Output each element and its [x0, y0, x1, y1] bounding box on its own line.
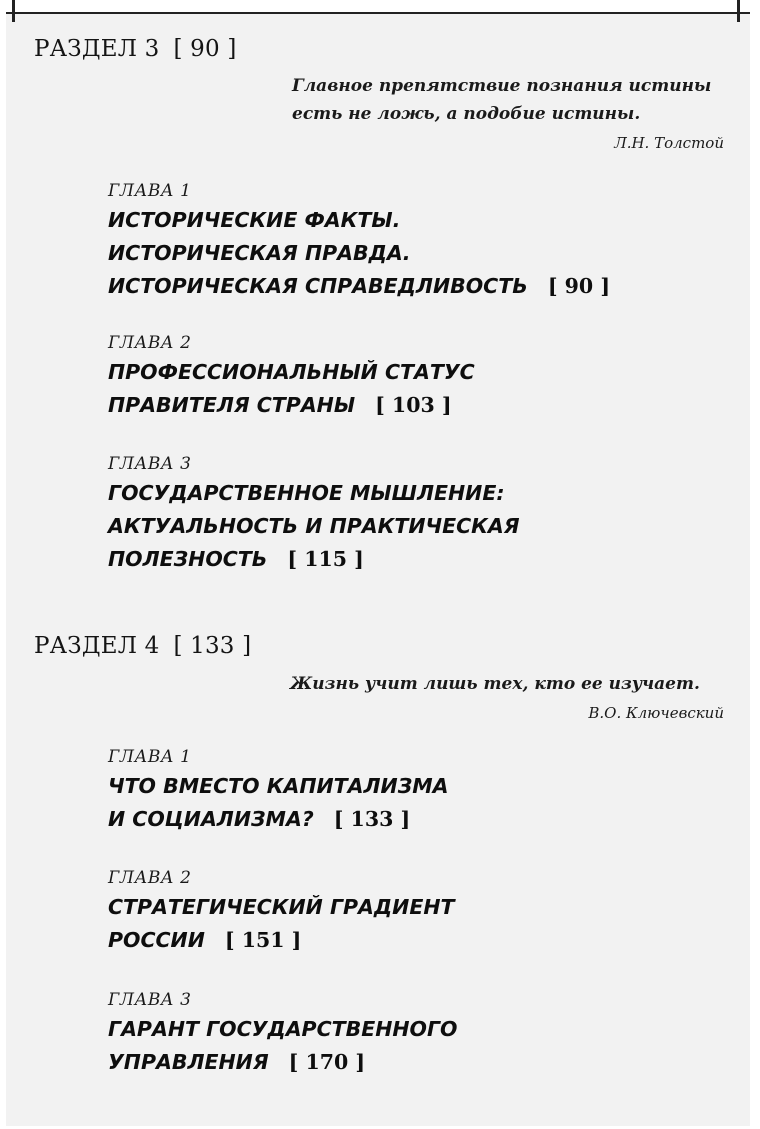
chapter-label: ГЛАВА 2	[108, 333, 192, 353]
chapter-title	[108, 356, 475, 422]
chapter-label: ГЛАВА 2	[108, 868, 192, 888]
chapter-label: ГЛАВА 1	[108, 747, 192, 767]
chapter-title	[108, 204, 610, 303]
chapter-title-line: ЧТО ВМЕСТО КАПИТАЛИЗМА	[108, 774, 449, 798]
crop-mark-right	[737, 0, 740, 22]
chapter-title	[108, 891, 454, 957]
chapter-title-line: ИСТОРИЧЕСКАЯ ПРАВДА.	[108, 241, 411, 265]
chapter-page-ref: [ 133 ]	[333, 807, 411, 831]
chapter-title	[108, 1013, 457, 1079]
section-page-ref: [ 90 ]	[173, 36, 237, 62]
section-3-heading	[34, 36, 237, 62]
chapter-title-line: ИСТОРИЧЕСКИЕ ФАКТЫ.	[108, 208, 401, 232]
chapter-label: ГЛАВА 3	[108, 990, 192, 1010]
chapter-page-ref: [ 90 ]	[547, 274, 611, 298]
chapter-title-line: ИСТОРИЧЕСКАЯ СПРАВЕДЛИВОСТЬ	[108, 274, 528, 298]
section-title: РАЗДЕЛ 4	[34, 633, 160, 659]
chapter-page-ref: [ 170 ]	[288, 1050, 366, 1074]
epigraph-line: Главное препятствие познания истины	[292, 76, 712, 96]
chapter-title	[108, 770, 449, 836]
section-page-ref: [ 133 ]	[173, 633, 252, 659]
chapter-page-ref: [ 103 ]	[375, 393, 452, 417]
chapter-title-line: И СОЦИАЛИЗМА?	[108, 807, 314, 831]
section-4-heading	[34, 633, 251, 659]
chapter-page-ref: [ 151 ]	[224, 928, 302, 952]
chapter-title-line: АКТУАЛЬНОСТЬ И ПРАКТИЧЕСКАЯ	[108, 514, 520, 538]
epigraph-line: Жизнь учит лишь тех, кто ее изучает.	[290, 674, 700, 694]
epigraph-line: есть не ложь, а подобие истины.	[292, 104, 641, 124]
chapter-page-ref: [ 115 ]	[287, 547, 364, 571]
chapter-title-line: ПРОФЕССИОНАЛЬНЫЙ СТАТУС	[108, 360, 475, 384]
chapter-title-line: ПРАВИТЕЛЯ СТРАНЫ	[108, 393, 356, 417]
chapter-title-line: УПРАВЛЕНИЯ	[108, 1050, 269, 1074]
chapter-title-line: ПОЛЕЗНОСТЬ	[108, 547, 268, 571]
section-title: РАЗДЕЛ 3	[34, 36, 160, 62]
chapter-title-line: ГОСУДАРСТВЕННОЕ МЫШЛЕНИЕ:	[108, 481, 505, 505]
chapter-title-line: РОССИИ	[108, 928, 205, 952]
chapter-label: ГЛАВА 3	[108, 454, 192, 474]
chapter-title	[108, 477, 520, 576]
chapter-label: ГЛАВА 1	[108, 181, 192, 201]
chapter-title-line: ГАРАНТ ГОСУДАРСТВЕННОГО	[108, 1017, 458, 1041]
crop-mark-left	[12, 0, 15, 22]
chapter-title-line: СТРАТЕГИЧЕСКИЙ ГРАДИЕНТ	[108, 895, 455, 919]
epigraph-author: Л.Н. Толстой	[614, 134, 724, 152]
epigraph-author: В.О. Ключевский	[588, 704, 724, 722]
